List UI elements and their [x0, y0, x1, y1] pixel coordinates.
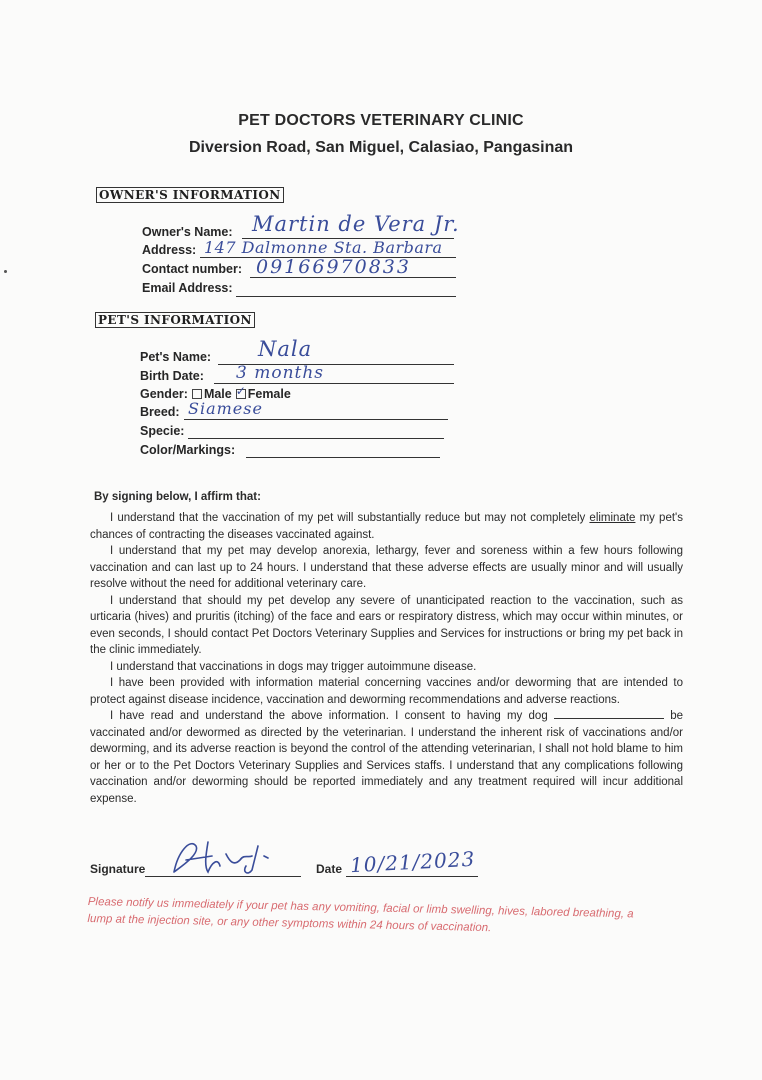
affirm-title: By signing below, I affirm that: — [94, 491, 261, 503]
clinic-name: PET DOCTORS VETERINARY CLINIC — [238, 112, 524, 129]
consent-paragraphs — [90, 510, 683, 807]
aftercare-notice: Please notify us immediately if your pet has any vomiting, facial or limb swelling, hives, labored breathing, a lump at the injection site, or any other symptoms within 24 hours of vaccination. — [87, 895, 634, 935]
pet-color-line[interactable] — [246, 457, 440, 458]
female-check-mark-icon: ✓ — [235, 384, 246, 398]
pet-birth-value[interactable]: 3 months — [236, 363, 325, 383]
owner-email-line[interactable] — [236, 296, 456, 297]
pet-gender-label: Gender: — [140, 387, 188, 401]
scan-speck — [4, 270, 7, 273]
pet-breed-label: Breed: — [140, 405, 180, 419]
consent-p6-text-b: be vaccinated and/or dewormed as directed by the veterinarian. I understand the inherent risk of vaccinations and/or deworming, and its adverse reaction is beyond the control of the attending veterinarian, I shall not hold blame to him or her or to the Pet Doctors Veterinary Supplies and Services staffs. I understand that any complications following vaccination and/or deworming should be reported immediately and any treatment required will incur additional expense. — [90, 710, 683, 805]
owner-name-value[interactable]: Martin de Vera Jr. — [252, 212, 460, 236]
owner-email-label: Email Address: — [142, 281, 233, 295]
pet-birth-label: Birth Date: — [140, 369, 204, 383]
female-option-label: Female — [247, 387, 291, 401]
owner-contact-label: Contact number: — [142, 262, 242, 276]
consent-paragraph-3: I understand that should my pet develop any severe of unanticipated reaction to the vaccination, such as urticaria (hives) and pruritis (itching) of the face and ears or respiratory distress, which may occur within minutes, or even seconds, I should contact Pet Doctors Veterinary Supplies and Services for instructions or bring my pet back in the clinic immediately. — [90, 594, 683, 656]
owner-section-title: OWNER'S INFORMATION — [96, 187, 284, 203]
date-label: Date — [316, 862, 343, 876]
pet-breed-value[interactable]: Siamese — [188, 399, 263, 418]
clinic-address: Diversion Road, San Miguel, Calasiao, Pangasinan — [188, 139, 574, 156]
pet-color-label: Color/Markings: — [140, 443, 236, 457]
consent-p1-text-b: my pet's chances of contracting the diseases vaccinated against. — [90, 512, 683, 541]
dog-name-blank[interactable] — [554, 708, 664, 719]
consent-paragraph-5: I have been provided with information material concerning vaccines and/or deworming that are intended to protect against disease incidence, vaccination and deworming recommendations and adverse reactions. — [90, 677, 683, 706]
pet-specie-label: Specie: — [140, 424, 185, 438]
consent-p1-text-a: I understand that the vaccination of my pet will substantially reduce but may not completely — [110, 512, 586, 524]
owner-address-label: Address: — [142, 243, 197, 257]
signature-scribble-icon — [160, 832, 280, 880]
male-option-label: Male — [203, 387, 232, 401]
consent-paragraph-2: I understand that my pet may develop anorexia, lethargy, fever and soreness within a few hours following vaccination and can last up to 24 hours. I understand that these adverse effects are usually minor and will usually resolve without the need for additional veterinary care. — [90, 545, 683, 590]
female-checkbox[interactable] — [235, 384, 246, 399]
pet-name-label: Pet's Name: — [140, 350, 212, 364]
male-checkbox[interactable] — [192, 389, 202, 399]
owner-name-label: Owner's Name: — [142, 225, 233, 239]
consent-paragraph-6 — [90, 708, 683, 807]
signature-label: Signature — [90, 862, 146, 876]
owner-address-value[interactable]: 147 Dalmonne Sta. Barbara — [204, 238, 443, 257]
consent-p6-text-a: I have read and understand the above information. I consent to having my dog — [110, 710, 548, 722]
consent-p1-underline: eliminate — [589, 512, 636, 524]
owner-contact-value[interactable]: 09166970833 — [256, 256, 411, 278]
consent-paragraph-4: I understand that vaccinations in dogs may trigger autoimmune disease. — [110, 660, 477, 673]
pet-specie-line[interactable] — [188, 438, 444, 439]
pet-name-value[interactable]: Nala — [258, 337, 313, 361]
consent-paragraph-1 — [90, 510, 683, 543]
pet-breed-line — [184, 419, 448, 420]
date-value[interactable]: 10/21/2023 — [349, 846, 476, 878]
pet-section-title: PET'S INFORMATION — [95, 312, 255, 328]
pet-birth-line — [214, 383, 454, 384]
